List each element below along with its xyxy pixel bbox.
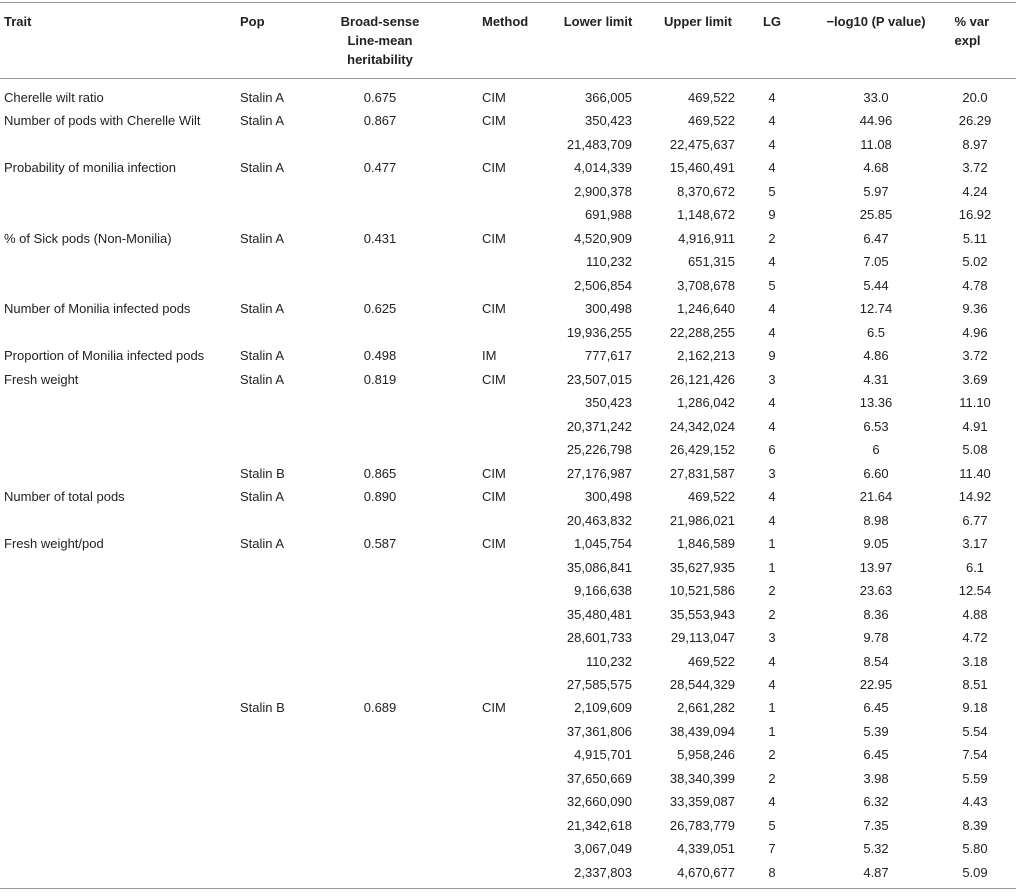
cell-heritability: 0.890 <box>363 489 397 504</box>
cell-var-expl: 11.10 <box>959 395 991 410</box>
cell-p-value: 9.78 <box>863 630 889 645</box>
cell-lg: 3 <box>768 630 776 645</box>
cell-lower-limit: 691,988 <box>585 207 632 222</box>
cell-trait: Number of pods with Cherelle Wilt <box>4 113 201 128</box>
cell-var-expl: 12.54 <box>958 583 992 598</box>
cell-lg: 5 <box>768 278 776 293</box>
cell-method: CIM <box>482 90 506 105</box>
cell-upper-limit: 27,831,587 <box>669 466 735 481</box>
cell-upper-limit: 4,916,911 <box>678 231 735 246</box>
cell-upper-limit: 469,522 <box>688 113 735 128</box>
cell-var-expl: 8.97 <box>962 137 988 152</box>
cell-heritability: 0.867 <box>363 113 397 128</box>
cell-upper-limit: 35,553,943 <box>669 607 735 622</box>
cell-upper-limit: 1,148,672 <box>677 207 735 222</box>
cell-p-value: 12.74 <box>859 301 893 316</box>
cell-lower-limit: 28,601,733 <box>566 630 632 645</box>
cell-upper-limit: 8,370,672 <box>677 184 735 199</box>
table-top-rule <box>0 2 1016 3</box>
cell-p-value: 4.87 <box>863 865 889 880</box>
cell-upper-limit: 4,339,051 <box>677 841 735 856</box>
cell-p-value: 6.60 <box>863 466 889 481</box>
cell-lower-limit: 300,498 <box>585 489 632 504</box>
header-heritability-line1: Broad-sense <box>340 14 420 29</box>
cell-pop: Stalin A <box>240 536 285 551</box>
cell-lower-limit: 4,915,701 <box>574 747 632 762</box>
cell-heritability: 0.865 <box>363 466 397 481</box>
cell-var-expl: 5.08 <box>962 442 988 457</box>
cell-upper-limit: 469,522 <box>688 654 735 669</box>
cell-lg: 2 <box>768 583 776 598</box>
cell-pop: Stalin A <box>240 231 285 246</box>
cell-p-value: 6.53 <box>863 419 889 434</box>
cell-var-expl: 5.02 <box>962 254 988 269</box>
cell-lower-limit: 4,520,909 <box>574 231 632 246</box>
cell-method: CIM <box>482 301 506 316</box>
cell-p-value: 13.36 <box>859 395 893 410</box>
cell-p-value: 8.36 <box>863 607 889 622</box>
cell-lg: 4 <box>768 160 776 175</box>
cell-var-expl: 8.51 <box>962 677 988 692</box>
cell-heritability: 0.498 <box>363 348 397 363</box>
cell-p-value: 4.31 <box>863 372 889 387</box>
cell-pop: Stalin A <box>240 113 285 128</box>
cell-heritability: 0.625 <box>363 301 397 316</box>
cell-var-expl: 26.29 <box>958 113 992 128</box>
header-pop: Pop <box>240 14 265 29</box>
cell-lg: 4 <box>768 419 776 434</box>
header-method: Method <box>482 14 529 29</box>
cell-lower-limit: 21,483,709 <box>566 137 632 152</box>
cell-method: CIM <box>482 536 506 551</box>
cell-p-value: 4.86 <box>863 348 889 363</box>
cell-p-value: 5.97 <box>863 184 889 199</box>
cell-trait: Number of Monilia infected pods <box>4 301 191 316</box>
cell-pop: Stalin A <box>240 90 285 105</box>
cell-lg: 1 <box>768 724 776 739</box>
cell-lg: 4 <box>768 513 776 528</box>
cell-var-expl: 5.11 <box>962 231 988 246</box>
cell-upper-limit: 29,113,047 <box>670 630 735 645</box>
cell-lower-limit: 23,507,015 <box>566 372 632 387</box>
cell-lg: 2 <box>768 231 776 246</box>
cell-lg: 1 <box>768 536 776 551</box>
cell-upper-limit: 21,986,021 <box>669 513 735 528</box>
cell-p-value: 25.85 <box>859 207 893 222</box>
cell-lower-limit: 2,506,854 <box>574 278 632 293</box>
header-lg: LG <box>762 14 782 29</box>
cell-p-value: 6.45 <box>863 747 889 762</box>
cell-heritability: 0.819 <box>363 372 397 387</box>
cell-lg: 5 <box>768 818 776 833</box>
cell-var-expl: 6.77 <box>962 513 988 528</box>
cell-lg: 7 <box>768 841 776 856</box>
header-trait: Trait <box>4 14 32 29</box>
cell-lower-limit: 32,660,090 <box>566 794 632 809</box>
cell-var-expl: 20.0 <box>962 90 988 105</box>
cell-lg: 4 <box>768 113 776 128</box>
cell-p-value: 13.97 <box>859 560 893 575</box>
cell-upper-limit: 26,429,152 <box>669 442 735 457</box>
header-upper-limit: Upper limit <box>664 14 732 29</box>
cell-p-value: 5.39 <box>863 724 889 739</box>
cell-var-expl: 14.92 <box>958 489 992 504</box>
cell-upper-limit: 3,708,678 <box>677 278 735 293</box>
cell-trait: % of Sick pods (Non-Monilia) <box>4 231 172 246</box>
cell-lower-limit: 25,226,798 <box>566 442 632 457</box>
cell-p-value: 8.98 <box>863 513 889 528</box>
cell-var-expl: 16.92 <box>958 207 992 222</box>
cell-p-value: 44.96 <box>859 113 893 128</box>
cell-upper-limit: 15,460,491 <box>669 160 735 175</box>
cell-method: CIM <box>482 489 506 504</box>
cell-heritability: 0.431 <box>363 231 397 246</box>
cell-p-value: 7.05 <box>863 254 889 269</box>
cell-lg: 4 <box>768 395 776 410</box>
cell-lower-limit: 2,337,803 <box>574 865 632 880</box>
cell-var-expl: 3.72 <box>962 160 988 175</box>
cell-p-value: 21.64 <box>859 489 893 504</box>
cell-trait: Fresh weight <box>4 372 79 387</box>
cell-heritability: 0.477 <box>363 160 397 175</box>
cell-var-expl: 3.18 <box>962 654 988 669</box>
cell-lg: 1 <box>768 560 776 575</box>
cell-lg: 4 <box>768 301 776 316</box>
cell-lg: 4 <box>768 90 776 105</box>
cell-lg: 9 <box>768 207 776 222</box>
cell-lower-limit: 350,423 <box>585 395 632 410</box>
cell-var-expl: 11.40 <box>959 466 991 481</box>
cell-lower-limit: 19,936,255 <box>566 325 632 340</box>
cell-lower-limit: 27,176,987 <box>566 466 632 481</box>
cell-p-value: 3.98 <box>863 771 889 786</box>
cell-lg: 3 <box>768 466 776 481</box>
cell-lower-limit: 4,014,339 <box>574 160 632 175</box>
cell-upper-limit: 10,521,586 <box>669 583 735 598</box>
cell-lower-limit: 366,005 <box>585 90 632 105</box>
cell-pop: Stalin A <box>240 489 285 504</box>
cell-pop: Stalin A <box>240 372 285 387</box>
cell-var-expl: 9.18 <box>962 700 988 715</box>
cell-lower-limit: 35,086,841 <box>566 560 632 575</box>
cell-lower-limit: 20,371,242 <box>566 419 632 434</box>
cell-upper-limit: 26,783,779 <box>669 818 735 833</box>
cell-var-expl: 5.09 <box>962 865 988 880</box>
cell-upper-limit: 469,522 <box>688 489 735 504</box>
cell-pop: Stalin A <box>240 348 285 363</box>
header-bottom-rule <box>0 78 1016 79</box>
cell-p-value: 4.68 <box>863 160 889 175</box>
cell-method: CIM <box>482 113 506 128</box>
cell-lower-limit: 37,650,669 <box>566 771 632 786</box>
cell-upper-limit: 469,522 <box>688 90 735 105</box>
cell-lg: 2 <box>768 771 776 786</box>
cell-var-expl: 7.54 <box>962 747 988 762</box>
cell-var-expl: 8.39 <box>962 818 988 833</box>
cell-upper-limit: 651,315 <box>688 254 735 269</box>
cell-upper-limit: 2,661,282 <box>677 700 735 715</box>
cell-lower-limit: 35,480,481 <box>566 607 632 622</box>
cell-lower-limit: 2,109,609 <box>574 700 632 715</box>
cell-method: IM <box>482 348 497 363</box>
cell-p-value: 7.35 <box>863 818 889 833</box>
cell-upper-limit: 22,475,637 <box>669 137 735 152</box>
cell-var-expl: 5.80 <box>962 841 988 856</box>
cell-lg: 4 <box>768 654 776 669</box>
cell-pop: Stalin A <box>240 301 285 316</box>
cell-method: CIM <box>482 372 506 387</box>
cell-lg: 4 <box>768 325 776 340</box>
cell-trait: Number of total pods <box>4 489 125 504</box>
cell-lg: 5 <box>768 184 776 199</box>
cell-var-expl: 3.72 <box>962 348 988 363</box>
cell-upper-limit: 1,846,589 <box>677 536 735 551</box>
cell-upper-limit: 24,342,024 <box>669 419 735 434</box>
cell-pop: Stalin A <box>240 160 285 175</box>
cell-lower-limit: 3,067,049 <box>574 841 632 856</box>
cell-upper-limit: 38,439,094 <box>669 724 735 739</box>
header-lower-limit: Lower limit <box>563 14 633 29</box>
cell-var-expl: 4.78 <box>962 278 988 293</box>
cell-lower-limit: 9,166,638 <box>574 583 632 598</box>
cell-lg: 2 <box>768 747 776 762</box>
cell-lower-limit: 37,361,806 <box>566 724 632 739</box>
cell-lower-limit: 350,423 <box>585 113 632 128</box>
cell-upper-limit: 1,246,640 <box>677 301 735 316</box>
cell-lg: 4 <box>768 489 776 504</box>
cell-var-expl: 5.54 <box>962 724 988 739</box>
cell-upper-limit: 5,958,246 <box>677 747 735 762</box>
cell-var-expl: 4.72 <box>962 630 988 645</box>
cell-trait: Cherelle wilt ratio <box>4 90 104 105</box>
cell-upper-limit: 33,359,087 <box>669 794 735 809</box>
cell-heritability: 0.689 <box>363 700 397 715</box>
header-heritability-line2: Line-mean <box>347 33 413 48</box>
cell-upper-limit: 4,670,677 <box>677 865 735 880</box>
table-bottom-rule <box>0 888 1016 889</box>
cell-p-value: 6.47 <box>863 231 889 246</box>
cell-p-value: 6 <box>872 442 880 457</box>
cell-heritability: 0.675 <box>363 90 397 105</box>
cell-var-expl: 4.91 <box>962 419 988 434</box>
cell-p-value: 8.54 <box>863 654 889 669</box>
cell-method: CIM <box>482 160 506 175</box>
cell-p-value: 23.63 <box>859 583 893 598</box>
cell-lg: 9 <box>768 348 776 363</box>
cell-lower-limit: 27,585,575 <box>566 677 632 692</box>
cell-p-value: 9.05 <box>863 536 889 551</box>
cell-var-expl: 4.96 <box>962 325 988 340</box>
cell-pop: Stalin B <box>240 466 285 481</box>
cell-lower-limit: 2,900,378 <box>574 184 632 199</box>
cell-p-value: 22.95 <box>859 677 893 692</box>
header-var-expl: % var expl <box>954 14 990 48</box>
header-p-value: −log10 (P value) <box>826 14 926 29</box>
cell-upper-limit: 26,121,426 <box>669 372 735 387</box>
cell-lg: 4 <box>768 794 776 809</box>
header-heritability <box>341 12 420 69</box>
cell-p-value: 6.32 <box>863 794 889 809</box>
cell-trait: Fresh weight/pod <box>4 536 104 551</box>
header-heritability-line3: heritability <box>347 52 413 67</box>
cell-lower-limit: 300,498 <box>585 301 632 316</box>
cell-heritability: 0.587 <box>363 536 397 551</box>
cell-lower-limit: 110,232 <box>585 654 632 669</box>
cell-lg: 1 <box>768 700 776 715</box>
cell-lg: 4 <box>768 137 776 152</box>
cell-p-value: 6.5 <box>866 325 886 340</box>
cell-method: CIM <box>482 466 506 481</box>
cell-lower-limit: 110,232 <box>585 254 632 269</box>
cell-upper-limit: 35,627,935 <box>669 560 735 575</box>
cell-upper-limit: 38,340,399 <box>669 771 735 786</box>
cell-lower-limit: 777,617 <box>585 348 632 363</box>
cell-trait: Proportion of Monilia infected pods <box>4 348 205 363</box>
cell-lower-limit: 1,045,754 <box>574 536 632 551</box>
cell-var-expl: 5.59 <box>962 771 988 786</box>
cell-var-expl: 4.88 <box>962 607 988 622</box>
cell-var-expl: 3.17 <box>962 536 988 551</box>
cell-upper-limit: 28,544,329 <box>669 677 735 692</box>
cell-lower-limit: 20,463,832 <box>566 513 632 528</box>
cell-method: CIM <box>482 231 506 246</box>
cell-var-expl: 4.24 <box>962 184 988 199</box>
cell-p-value: 5.32 <box>863 841 889 856</box>
cell-pop: Stalin B <box>240 700 285 715</box>
cell-lg: 4 <box>768 677 776 692</box>
cell-var-expl: 6.1 <box>965 560 985 575</box>
cell-p-value: 5.44 <box>863 278 889 293</box>
cell-var-expl: 9.36 <box>962 301 988 316</box>
cell-p-value: 11.08 <box>860 137 892 152</box>
cell-method: CIM <box>482 700 506 715</box>
cell-lg: 4 <box>768 254 776 269</box>
cell-upper-limit: 22,288,255 <box>669 325 735 340</box>
cell-lg: 3 <box>768 372 776 387</box>
cell-p-value: 33.0 <box>863 90 889 105</box>
cell-lg: 6 <box>768 442 776 457</box>
cell-p-value: 6.45 <box>863 700 889 715</box>
cell-var-expl: 4.43 <box>962 794 988 809</box>
cell-upper-limit: 1,286,042 <box>677 395 735 410</box>
cell-upper-limit: 2,162,213 <box>677 348 735 363</box>
cell-lower-limit: 21,342,618 <box>566 818 632 833</box>
cell-lg: 8 <box>768 865 776 880</box>
cell-trait: Probability of monilia infection <box>4 160 176 175</box>
cell-lg: 2 <box>768 607 776 622</box>
cell-var-expl: 3.69 <box>962 372 988 387</box>
